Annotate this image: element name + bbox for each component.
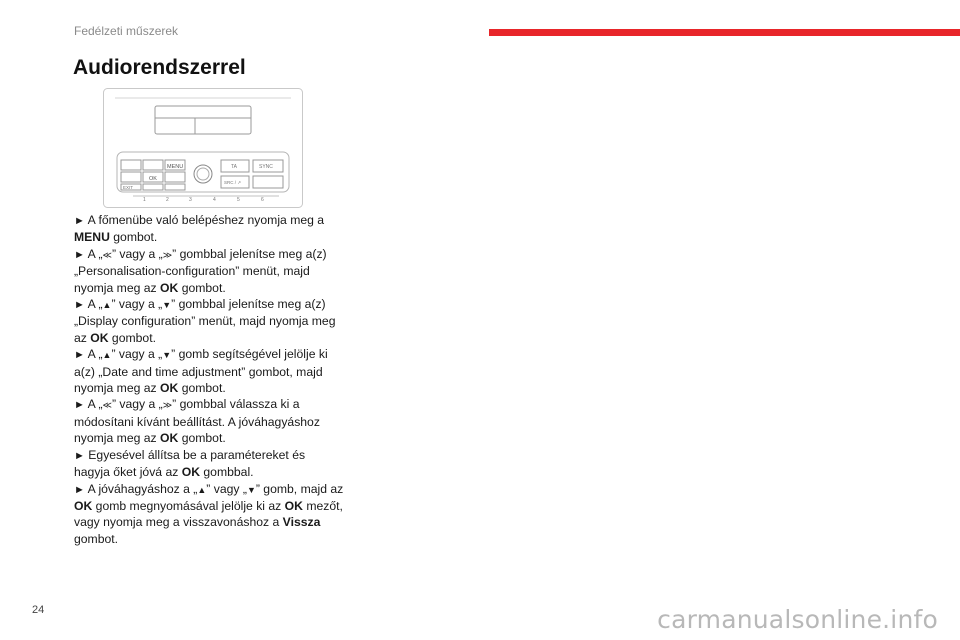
menu-button-label: MENU bbox=[167, 164, 184, 170]
preset-1: 1 bbox=[143, 197, 146, 203]
step-6: ► Egyesével állítsa be a paramétereket és hagyja őket jóvá az OK gombbal. bbox=[74, 447, 306, 480]
step-arrow-icon: ► bbox=[74, 483, 85, 496]
section-title: Audiorendszerrel bbox=[73, 56, 246, 79]
preset-4: 4 bbox=[213, 197, 216, 203]
preset-5: 5 bbox=[237, 197, 240, 203]
fast-forward-icon: ≫ bbox=[162, 249, 173, 260]
arrow-up-icon: ▲ bbox=[102, 350, 112, 361]
arrow-down-icon: ▼ bbox=[246, 484, 256, 495]
page-number: 24 bbox=[32, 604, 45, 616]
audio-panel-figure bbox=[103, 88, 303, 208]
arrow-down-icon: ▼ bbox=[162, 300, 172, 311]
step-arrow-icon: ► bbox=[74, 449, 85, 462]
header-title: Fedélzeti műszerek bbox=[74, 24, 179, 38]
step-arrow-icon: ► bbox=[74, 349, 85, 362]
watermark: carmanualsonline.info bbox=[657, 605, 938, 634]
src-button-label: SRC / ↗ bbox=[224, 180, 242, 185]
ta-button-label: TA bbox=[231, 164, 238, 170]
step-5: ► A „≪” vagy a „≫” gombbal válassza ki a módosítani kívánt beállítást. A jóváhagyáshoz nyomja meg az OK gombot. bbox=[74, 397, 320, 446]
rewind-icon: ≪ bbox=[102, 400, 112, 411]
arrow-down-icon: ▼ bbox=[162, 350, 172, 361]
arrow-up-icon: ▲ bbox=[102, 300, 112, 311]
preset-3: 3 bbox=[189, 197, 192, 203]
step-7: ► A jóváhagyáshoz a „▲” vagy „▼” gomb, majd az OK gomb megnyomásával jelölje ki az OK mezőt, vagy nyomja meg a visszavonáshoz a Vissza gombot. bbox=[74, 481, 344, 546]
step-3: ► A „▲” vagy a „▼” gombbal jelenítse meg a(z) „Display configuration” menüt, majd nyomja meg az OK gombot. bbox=[74, 297, 336, 345]
exit-button-label: EXIT bbox=[123, 185, 134, 190]
instruction-steps bbox=[74, 212, 344, 547]
sync-button-label: SYNC bbox=[259, 164, 273, 170]
step-arrow-icon: ► bbox=[74, 399, 85, 412]
step-1: ► A főmenübe való belépéshez nyomja meg a MENU gombot. bbox=[74, 213, 325, 245]
step-4: ► A „▲” vagy a „▼” gomb segítségével jelölje ki a(z) „Date and time adjustment” gombot, majd nyomja meg az OK gombot. bbox=[74, 347, 328, 396]
step-2: ► A „≪” vagy a „≫” gombbal jelenítse meg a(z) „Personalisation-configuration” menüt, majd nyomja meg az OK gombot. bbox=[74, 246, 327, 295]
preset-2: 2 bbox=[166, 197, 169, 203]
preset-6: 6 bbox=[261, 197, 264, 203]
fast-forward-icon: ≫ bbox=[162, 400, 173, 411]
ok-button-label: OK bbox=[149, 176, 157, 182]
arrow-up-icon: ▲ bbox=[197, 484, 207, 495]
rewind-icon: ≪ bbox=[102, 249, 112, 260]
step-arrow-icon: ► bbox=[74, 248, 85, 261]
step-arrow-icon: ► bbox=[74, 215, 85, 227]
header-red-bar bbox=[489, 29, 960, 36]
step-arrow-icon: ► bbox=[74, 299, 85, 312]
